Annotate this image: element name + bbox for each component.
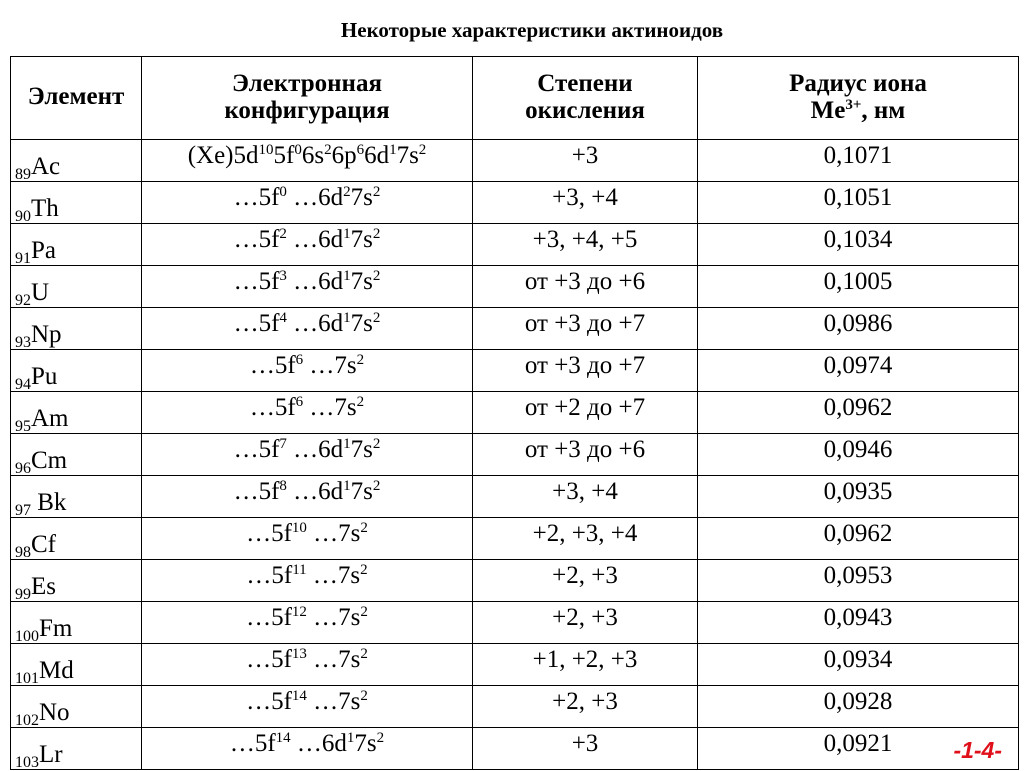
radius-cell: 0,1071 (698, 140, 1019, 182)
config-cell (142, 434, 473, 476)
config-electrons: 2 (360, 688, 368, 704)
config-electrons: 2 (360, 646, 368, 662)
header-radius (698, 57, 1019, 140)
element-symbol: Cm (31, 446, 68, 474)
config-electrons: 2 (376, 730, 385, 746)
config-electrons: 2 (372, 226, 381, 242)
table-row (11, 434, 1019, 476)
config-cell (142, 224, 473, 266)
config-electrons: 4 (279, 310, 287, 326)
config-orbital: …5f (246, 562, 293, 589)
radius-cell: 0,0935 (698, 476, 1019, 518)
config-orbital: …7s (303, 394, 357, 421)
config-electrons: 2 (360, 562, 368, 578)
table-row (11, 686, 1019, 728)
element-cell (11, 476, 142, 518)
atomic-number: 93 (15, 333, 31, 351)
config-electrons: 2 (372, 184, 381, 200)
header-oxidation-line1: Степени (537, 69, 633, 97)
header-element (11, 57, 142, 140)
config-orbital: 7s (350, 478, 373, 505)
config-electrons: 1 (343, 310, 351, 326)
header-radius-unit: , нм (861, 97, 906, 124)
header-oxidation-line2: окисления (525, 97, 645, 124)
config-cell (142, 728, 473, 770)
element-symbol: Lr (39, 740, 63, 768)
table-row (11, 392, 1019, 434)
radius-cell: 0,0962 (698, 392, 1019, 434)
atomic-number: 99 (15, 585, 31, 603)
table-row (11, 308, 1019, 350)
config-electrons: 2 (356, 352, 365, 368)
config-orbital: …5f (246, 646, 292, 673)
config-electrons: 1 (346, 730, 355, 746)
config-electrons: 13 (291, 646, 307, 662)
config-orbital: …5f (233, 310, 280, 337)
atomic-number: 103 (15, 753, 39, 771)
table-row (11, 182, 1019, 224)
config-cell (142, 392, 473, 434)
oxidation-cell: от +3 до +7 (473, 308, 698, 350)
atomic-number: 95 (15, 417, 31, 435)
config-electrons: 2 (360, 604, 368, 620)
config-orbital: …5f (229, 730, 276, 757)
config-electrons: 1 (389, 142, 397, 158)
config-cell (142, 686, 473, 728)
config-orbital: …6d (286, 478, 344, 505)
radius-cell: 0,0974 (698, 350, 1019, 392)
config-electrons: 6 (295, 352, 304, 368)
config-orbital: …5f (249, 352, 296, 379)
config-cell (142, 266, 473, 308)
config-electrons: 2 (372, 268, 381, 284)
element-cell (11, 224, 142, 266)
page-number: -1-4- (953, 737, 1002, 763)
config-electrons: 7 (279, 436, 287, 452)
element-symbol: Md (39, 656, 74, 684)
config-electrons: 10 (258, 142, 274, 158)
table-header-row (11, 57, 1019, 140)
radius-cell: 0,0946 (698, 434, 1019, 476)
config-cell (142, 518, 473, 560)
header-config (142, 57, 473, 140)
element-cell (11, 392, 142, 434)
atomic-number: 90 (15, 207, 31, 225)
element-cell (11, 266, 142, 308)
oxidation-cell: от +3 до +6 (473, 434, 698, 476)
header-radius-charge: 3+ (845, 97, 862, 113)
oxidation-cell: +3, +4 (473, 476, 698, 518)
radius-cell: 0,0986 (698, 308, 1019, 350)
config-cell (142, 308, 473, 350)
header-radius-me: Me (810, 97, 846, 124)
table-row (11, 266, 1019, 308)
config-orbital: …7s (306, 520, 361, 547)
oxidation-cell: +3, +4 (473, 182, 698, 224)
config-orbital: …7s (303, 352, 357, 379)
config-electrons: 6 (356, 142, 365, 158)
config-orbital: 7s (350, 310, 373, 337)
oxidation-cell: +2, +3 (473, 602, 698, 644)
atomic-number: 100 (15, 627, 39, 645)
config-orbital: 7s (350, 436, 373, 463)
config-cell (142, 182, 473, 224)
config-orbital: …7s (306, 604, 361, 631)
config-orbital: …7s (306, 646, 361, 673)
atomic-number: 101 (15, 669, 39, 687)
atomic-number: 96 (15, 459, 31, 477)
element-cell (11, 644, 142, 686)
radius-cell: 0,1005 (698, 266, 1019, 308)
oxidation-cell: +2, +3 (473, 560, 698, 602)
table-row (11, 644, 1019, 686)
radius-cell: 0,0943 (698, 602, 1019, 644)
oxidation-cell: от +3 до +6 (473, 266, 698, 308)
config-orbital: 5f (273, 142, 295, 169)
config-electrons: 1 (343, 268, 351, 284)
oxidation-cell: от +3 до +7 (473, 350, 698, 392)
radius-cell: 0,0921 (698, 728, 1019, 770)
config-orbital: …6d (286, 184, 344, 211)
config-orbital: …6d (286, 226, 344, 253)
oxidation-cell: +3 (473, 140, 698, 182)
config-electrons: 8 (279, 478, 287, 494)
element-cell (11, 308, 142, 350)
config-orbital: 7s (396, 142, 419, 169)
element-symbol: Bk (31, 488, 67, 516)
atomic-number: 98 (15, 543, 31, 561)
element-symbol: Es (31, 572, 56, 600)
config-orbital: …5f (233, 436, 280, 463)
element-cell (11, 182, 142, 224)
config-orbital: …5f (233, 478, 280, 505)
element-cell (11, 140, 142, 182)
element-cell (11, 686, 142, 728)
config-electrons: 2 (418, 142, 427, 158)
oxidation-cell: +3, +4, +5 (473, 224, 698, 266)
oxidation-cell: от +2 до +7 (473, 392, 698, 434)
element-cell (11, 728, 142, 770)
oxidation-cell: +1, +2, +3 (473, 644, 698, 686)
config-orbital: …5f (233, 226, 280, 253)
config-orbital: …5f (246, 688, 292, 715)
table-body (11, 140, 1019, 770)
config-electrons: 1 (343, 226, 351, 242)
header-config-line2: конфигурация (224, 97, 390, 124)
config-electrons: 14 (291, 688, 307, 704)
atomic-number: 94 (15, 375, 31, 393)
element-symbol: Pa (31, 236, 56, 264)
config-orbital: …6d (286, 310, 344, 337)
table-row (11, 140, 1019, 182)
config-orbital: …5f (233, 184, 280, 211)
table-row (11, 602, 1019, 644)
element-cell (11, 434, 142, 476)
oxidation-cell: +2, +3 (473, 686, 698, 728)
config-orbital: …6d (290, 730, 347, 757)
config-electrons: 3 (279, 268, 287, 284)
config-orbital: 7s (350, 268, 373, 295)
config-cell (142, 560, 473, 602)
element-cell (11, 518, 142, 560)
header-element-label: Элемент (27, 83, 125, 111)
atomic-number: 92 (15, 291, 31, 309)
atomic-number: 102 (15, 711, 39, 729)
config-electrons: 11 (292, 562, 307, 578)
config-electrons: 1 (343, 478, 351, 494)
atomic-number: 89 (15, 165, 31, 183)
element-symbol: Th (31, 194, 59, 222)
page-title: Некоторые характеристики актиноидов (340, 18, 724, 42)
element-symbol: Am (31, 404, 69, 432)
config-orbital: (Xe)5d (187, 142, 259, 169)
config-cell (142, 602, 473, 644)
config-electrons: 10 (291, 520, 307, 536)
config-orbital: …7s (306, 688, 361, 715)
config-electrons: 0 (279, 184, 287, 200)
element-symbol: Fm (39, 614, 73, 642)
config-orbital: …7s (306, 562, 361, 589)
config-electrons: 2 (372, 436, 381, 452)
element-symbol: Cf (31, 530, 56, 558)
element-cell (11, 560, 142, 602)
config-orbital: 7s (350, 226, 373, 253)
element-symbol: Ac (31, 152, 61, 180)
config-orbital: 6p (331, 142, 357, 169)
oxidation-cell: +2, +3, +4 (473, 518, 698, 560)
oxidation-cell: +3 (473, 728, 698, 770)
config-electrons: 14 (275, 730, 291, 746)
config-orbital: 6s (301, 142, 325, 169)
config-orbital: …5f (246, 520, 292, 547)
config-electrons: 2 (356, 394, 365, 410)
radius-cell: 0,0928 (698, 686, 1019, 728)
actinides-table (10, 56, 1019, 770)
header-oxidation (473, 57, 698, 140)
header-radius-line1: Радиус иона (789, 69, 927, 97)
radius-cell: 0,0953 (698, 560, 1019, 602)
config-electrons: 1 (343, 436, 351, 452)
table-row (11, 476, 1019, 518)
config-electrons: 2 (343, 184, 351, 200)
config-orbital: …6d (286, 436, 344, 463)
atomic-number: 97 (15, 501, 31, 519)
config-cell (142, 476, 473, 518)
config-cell (142, 140, 473, 182)
config-orbital: …5f (233, 268, 280, 295)
table-row (11, 518, 1019, 560)
config-electrons: 2 (324, 142, 332, 158)
config-orbital: 7s (350, 184, 373, 211)
config-electrons: 12 (291, 604, 307, 620)
table-row (11, 728, 1019, 770)
element-symbol: U (31, 278, 50, 306)
table-row (11, 224, 1019, 266)
atomic-number: 91 (15, 249, 31, 267)
config-electrons: 0 (294, 142, 302, 158)
radius-cell: 0,1034 (698, 224, 1019, 266)
radius-cell: 0,1051 (698, 182, 1019, 224)
header-config-line1: Электронная (232, 69, 382, 97)
config-electrons: 2 (372, 310, 381, 326)
element-cell (11, 350, 142, 392)
config-orbital: 6d (364, 142, 390, 169)
config-cell (142, 644, 473, 686)
config-electrons: 2 (372, 478, 381, 494)
element-symbol: Pu (31, 362, 58, 390)
config-orbital: …6d (286, 268, 344, 295)
config-electrons: 6 (295, 394, 304, 410)
config-orbital: 7s (354, 730, 377, 757)
radius-cell: 0,0934 (698, 644, 1019, 686)
config-orbital: …5f (249, 394, 296, 421)
table-row (11, 350, 1019, 392)
config-cell (142, 350, 473, 392)
radius-cell: 0,0962 (698, 518, 1019, 560)
element-cell (11, 602, 142, 644)
config-orbital: …5f (246, 604, 292, 631)
element-symbol: No (39, 698, 70, 726)
element-symbol: Np (31, 320, 62, 348)
config-electrons: 2 (279, 226, 287, 242)
config-electrons: 2 (360, 520, 368, 536)
table-row (11, 560, 1019, 602)
